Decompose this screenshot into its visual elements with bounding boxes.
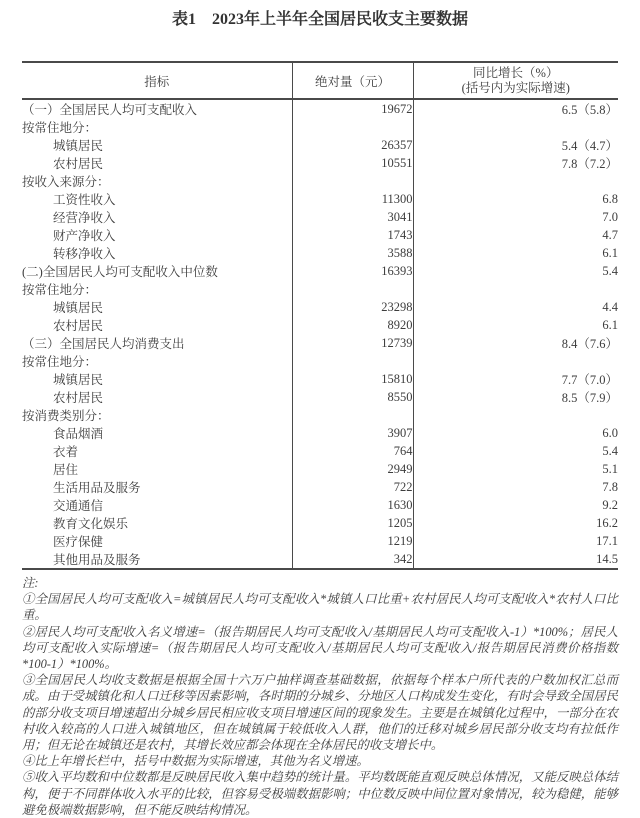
document-page: [22, 0, 618, 818]
row-growth-value: 8.4（7.6）: [561, 337, 618, 351]
table-row: [22, 406, 618, 424]
row-absolute-value: 8550: [292, 388, 413, 406]
row-growth-value: 16.2: [596, 515, 618, 530]
row-absolute-value: 26357: [292, 136, 413, 154]
column-header-growth: [413, 62, 618, 99]
row-absolute-value: 1219: [292, 532, 413, 550]
row-growth-value: 4.7: [602, 227, 618, 242]
row-absolute-value: 1743: [292, 226, 413, 244]
row-growth-value: [413, 280, 618, 298]
row-label: （一）全国居民人均可支配收入: [22, 99, 292, 118]
row-label: 农村居民: [22, 154, 292, 172]
row-label: (二)全国居民人均可支配收入中位数: [22, 262, 292, 280]
table-body: [22, 99, 618, 569]
table-header: [22, 62, 618, 99]
column-header-indicator: 指标: [22, 62, 292, 99]
row-label: 按常住地分：: [22, 352, 292, 370]
row-label: 医疗保健: [22, 532, 292, 550]
table-row: [22, 190, 618, 208]
growth-header-line1: 同比增长（%）: [473, 65, 559, 80]
row-label: 其他用品及服务: [22, 550, 292, 569]
row-label: 按常住地分：: [22, 280, 292, 298]
page-title: 表1 2023年上半年全国居民收支主要数据: [171, 11, 468, 28]
row-label: 经营净收入: [22, 208, 292, 226]
row-absolute-value: 722: [292, 478, 413, 496]
row-growth-value: 9.2: [602, 497, 618, 512]
row-absolute-value: 2949: [292, 460, 413, 478]
row-growth-value: 6.1: [602, 245, 618, 260]
row-growth-value: 6.8: [602, 191, 618, 206]
table-row: [22, 244, 618, 262]
row-absolute-value: [292, 406, 413, 424]
row-absolute-value: 3588: [292, 244, 413, 262]
table-row: [22, 550, 618, 569]
row-growth-value: [413, 352, 618, 370]
row-absolute-value: 10551: [292, 154, 413, 172]
table-row: [22, 172, 618, 190]
row-absolute-value: [292, 280, 413, 298]
row-growth-value: 5.4: [602, 443, 618, 458]
row-growth-value: 17.1: [596, 533, 618, 548]
income-expenditure-table: [22, 61, 618, 570]
row-growth-value: 14.5: [596, 551, 618, 566]
notes-label: 注:: [22, 576, 39, 590]
table-row: [22, 352, 618, 370]
row-growth-value: 7.7（7.0）: [561, 373, 618, 387]
row-absolute-value: 19672: [292, 99, 413, 118]
note-item: ⑤收入平均数和中位数都是反映居民收入集中趋势的统计量。平均数既能直观反映总体情况，又能反映总体结构，便于不同群体收入水平的比较，但容易受极端数据影响；中位数反映中间位置对象情况，较为稳健，能够避免极端数据影响，但不能反映结构情况。: [22, 770, 618, 817]
row-label: 按消费类别分：: [22, 406, 292, 424]
row-absolute-value: 3907: [292, 424, 413, 442]
table-row: [22, 496, 618, 514]
row-absolute-value: 3041: [292, 208, 413, 226]
row-label: 转移净收入: [22, 244, 292, 262]
row-label: 城镇居民: [22, 298, 292, 316]
row-label: 农村居民: [22, 388, 292, 406]
row-label: 衣着: [22, 442, 292, 460]
row-growth-value: 4.4: [602, 299, 618, 314]
row-absolute-value: 342: [292, 550, 413, 569]
table-row: [22, 280, 618, 298]
row-absolute-value: 11300: [292, 190, 413, 208]
row-growth-value: [413, 406, 618, 424]
table-row: [22, 388, 618, 406]
row-absolute-value: 23298: [292, 298, 413, 316]
row-growth-value: 8.5（7.9）: [561, 391, 618, 405]
note-item: ①全国居民人均可支配收入=城镇居民人均可支配收入*城镇人口比重+农村居民人均可支配收入*农村人口比重。: [22, 592, 618, 623]
note-item: ③全国居民人均收支数据是根据全国十六万户抽样调查基础数据，依据每个样本户所代表的户数加权汇总而成。由于受城镇化和人口迁移等因素影响，各时期的分城乡、分地区人口构成发生变化，有时会导致全国居民的部分收支项目增速超出分城乡居民相应收支项目增速区间的现象发生。主要是在城镇化过程中，一部分在农村收入较高的人口进入城镇地区，但在城镇属于较低收入人群，他们的迁移对城乡居民部分收支均有拉低作用；但无论在城镇还是农村，其增长效应都会体现在全体居民的收支增长中。: [22, 673, 618, 753]
column-header-absolute: 绝对量（元）: [292, 62, 413, 99]
row-label: 城镇居民: [22, 370, 292, 388]
row-growth-value: [413, 118, 618, 136]
row-growth-value: 5.1: [602, 461, 618, 476]
row-absolute-value: [292, 172, 413, 190]
row-label: 教育文化娱乐: [22, 514, 292, 532]
row-absolute-value: 8920: [292, 316, 413, 334]
table-row: [22, 370, 618, 388]
row-growth-value: [413, 172, 618, 190]
row-label: 城镇居民: [22, 136, 292, 154]
notes-section: [22, 575, 618, 818]
row-growth-value: 7.8（7.2）: [561, 157, 618, 171]
table-row: [22, 424, 618, 442]
table-row: [22, 316, 618, 334]
row-growth-value: 5.4: [602, 263, 618, 278]
row-label: 生活用品及服务: [22, 478, 292, 496]
table-row: [22, 532, 618, 550]
table-row: [22, 442, 618, 460]
row-absolute-value: 764: [292, 442, 413, 460]
row-label: 居住: [22, 460, 292, 478]
table-row: [22, 478, 618, 496]
row-label: 财产净收入: [22, 226, 292, 244]
growth-header-line2: (括号内为实际增速): [461, 80, 570, 95]
table-row: [22, 154, 618, 172]
row-absolute-value: 15810: [292, 370, 413, 388]
row-label: 按收入来源分：: [22, 172, 292, 190]
table-row: [22, 208, 618, 226]
table-row: [22, 514, 618, 532]
table-row: [22, 460, 618, 478]
table-row: [22, 136, 618, 154]
table-row: [22, 226, 618, 244]
table-row: [22, 99, 618, 118]
table-row: [22, 298, 618, 316]
table-row: [22, 118, 618, 136]
row-label: 农村居民: [22, 316, 292, 334]
row-absolute-value: 12739: [292, 334, 413, 352]
table-row: [22, 262, 618, 280]
row-absolute-value: 16393: [292, 262, 413, 280]
row-label: 交通通信: [22, 496, 292, 514]
row-absolute-value: 1630: [292, 496, 413, 514]
row-growth-value: 7.0: [602, 209, 618, 224]
row-absolute-value: [292, 352, 413, 370]
row-label: （三）全国居民人均消费支出: [22, 334, 292, 352]
row-label: 工资性收入: [22, 190, 292, 208]
note-item: ②居民人均可支配收入名义增速=（报告期居民人均可支配收入/基期居民人均可支配收入-1）*100%；居民人均可支配收入实际增速=（报告期居民人均可支配收入/基期居民人均可支配收入/报告期居民消费价格指数*100-1）*100%。: [22, 624, 618, 672]
row-growth-value: 7.8: [602, 479, 618, 494]
row-label: 食品烟酒: [22, 424, 292, 442]
row-growth-value: 6.5（5.8）: [561, 103, 618, 117]
row-label: 按常住地分：: [22, 118, 292, 136]
row-growth-value: 6.1: [602, 317, 618, 332]
header-row: [22, 62, 618, 99]
row-absolute-value: [292, 118, 413, 136]
row-growth-value: 6.0: [602, 425, 618, 440]
row-growth-value: 5.4（4.7）: [561, 139, 618, 153]
note-item: ④比上年增长栏中，括号中数据为实际增速，其他为名义增速。: [22, 754, 369, 769]
row-absolute-value: 1205: [292, 514, 413, 532]
table-row: [22, 334, 618, 352]
